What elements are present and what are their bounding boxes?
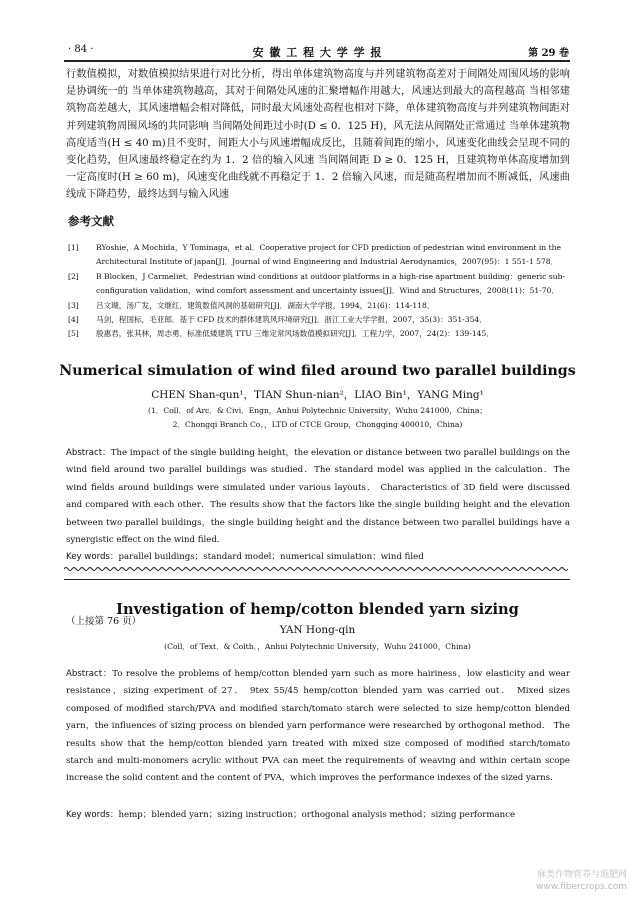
article-affiliation-1b: 2．Chongqi Branch Co．，LTD of CTCE Group，Chongqing 400010，China) [172, 420, 463, 429]
abstract-label: Abstract： [66, 448, 111, 458]
reference-number: [1] [68, 243, 79, 252]
keywords-1 [66, 550, 570, 562]
reference-text: 马剑，程国标，毛亚郎．基于 CFD 技术的群体建筑风环境研究[J]．浙江工业大学学报，2007，35(3)：351-354． [96, 315, 487, 325]
watermark-site-name: 麻类作物营养与施肥网 [536, 870, 627, 880]
reference-text: 殷惠君，张其林，周志勇．标准低矮建筑 TTU 三维定常风场数值模拟研究[J]．工程力学，2007，24(2)：139-145． [96, 329, 494, 339]
reference-list [68, 241, 572, 342]
keywords-label: Key words： [66, 552, 119, 562]
watermark-url: www.fibercrops.com [536, 882, 627, 892]
article-authors-1: CHEN Shan-qun¹，TIAN Shun-nian²，LIAO Bin¹，YANG Ming¹ [151, 389, 484, 401]
reference-text: RYoshie，A Mochida，Y Tominaga，et al．Cooperative project for CFD prediction of pedestrian wind environment in the Architectural Institute of japan[J]．Journal of wind Engineering and Industrial Aerodynamics，2007(95)：1 551-1 578． [96, 243, 562, 267]
article-authors-2: YAN Hong-qin [279, 624, 356, 636]
abstract-text: To resolve the problems of hemp/cotton blended yarn such as more hairiness，low elasticity and wear resistance，sizing experiment of 27． 9tex 55/45 hemp/cotton blended yarn was carried out． Mixed sizes composed of modified starch/PVA and modified starch/tomato starch were selected to size hemp/cotton blended yarn，the influences of sizing process on blended yarn performance were researched by orthogonal method． The results show that the hemp/cotton blended yarn treated with mixed size composed of modified starch/tomato starch and multi-monomers acrylic without PVA can meet the requirements of weaving and within certain scope increase the solid content and the content of PVA，which improves the performance indexes of the sized yarns． [66, 669, 570, 784]
reference-text: 吕文瑚，汤广发，文继红．建筑数值风洞的基础研究[J]．湖南大学学报，1994，21(6)：114-118． [96, 300, 435, 310]
page-number: · 84 · [68, 44, 94, 55]
reference-number: [2] [68, 271, 79, 281]
article-title-2: Investigation of hemp/cotton blended yarn sizing [116, 601, 519, 618]
section-divider [64, 566, 570, 572]
volume-label: 第 29 卷 [528, 48, 569, 59]
watermark [536, 869, 627, 893]
keywords-text: hemp；blended yarn；sizing instruction；orthogonal analysis method；sizing performance [118, 810, 516, 820]
reference-item [68, 270, 572, 299]
reference-number: [5] [68, 329, 79, 339]
abstract-label: Abstract： [66, 669, 113, 679]
reference-item [68, 327, 572, 341]
section-rule [64, 579, 570, 580]
abstract-text: The impact of the single building height，the elevation or distance between two parallel buildings on the wind field around two parallel buildings was studied．The standard model was applied in the calculation．The wind fields around buildings were simulated under various layouts． Characteristics of 3D field were discussed and compared with each other．The results show that the factors like the single building height and the elevation between two parallel buildings，the single building height and the distance between two parallel buildings have a synergistic effect on the wind filed． [66, 448, 571, 546]
references-heading: 参考文献 [68, 214, 114, 228]
article-affiliation-2: (Coll．of Text．& Colth．，Anhui Polytechnic University，Wuhu 241000，China) [164, 642, 471, 651]
article-title-1: Numerical simulation of wind filed around two parallel buildings [59, 363, 576, 379]
abstract-1 [66, 445, 570, 549]
reference-number: [4] [68, 315, 79, 325]
keywords-2 [66, 808, 570, 820]
header-rule [64, 60, 570, 62]
reference-item [68, 241, 572, 270]
continuation-note: （上接第 76 页） [66, 616, 142, 627]
reference-item [68, 299, 572, 313]
keywords-label: Key words： [66, 810, 119, 820]
reference-text: B Blocken，J Carmeliet．Pedestrian wind conditions at outdoor platforms in a high-rise apartment building：generic sub-configuration validation，wind comfort assessment and uncertainty issues[J]．Wind and Structures，2008(11)：51-70． [96, 271, 566, 296]
keywords-text: parallel buildings；standard model；numerical simulation；wind filed [118, 552, 424, 562]
abstract-2 [66, 666, 570, 788]
journal-name: 安 徽 工 程 大 学 学 报 [252, 46, 383, 59]
reference-number: [3] [68, 300, 79, 310]
article-affiliation-1a: (1．Coll．of Arc．& Civi．Engn，Anhui Polytechnic University，Wuhu 241000，China； [148, 406, 487, 415]
body-paragraph: 行数值模拟，对数值模拟结果进行对比分析，得出单体建筑物高度与并列建筑物高差对于间隔处周围风场的影响是协调统一的 当单体建筑物越高，其对于间隔处风速的汇聚增幅作用越大，风速达到最大的高程越高 当相邻建筑物高差越大，其风速增幅会相对降低，同时最大风速处高程也相对下降，单体建筑物高度与并列建筑物间距对并列建筑物周围风场的共同影响 当间隔处间距过小时(D ≤ 0．125 H)，风无法从间隔处正常通过 当单体建筑物高度适当(H ≤ 40 m)且不变时，间距大小与风速增幅成反比，且随着间距的缩小，风速变化曲线会呈现不同的变化趋势，但风速最终稳定在约为 1．2 倍的输入风速 当间隔间距 D ≥ 0．125 H，且建筑物单体高度增加到一定高度时(H ≥ 60 m)，风速变化曲线就不再稳定于 1．2 倍输入风速，而是随高程增加而不断减低，风速曲线成下降趋势，最终达到与输入风速 [66, 69, 570, 201]
reference-item [68, 313, 572, 327]
